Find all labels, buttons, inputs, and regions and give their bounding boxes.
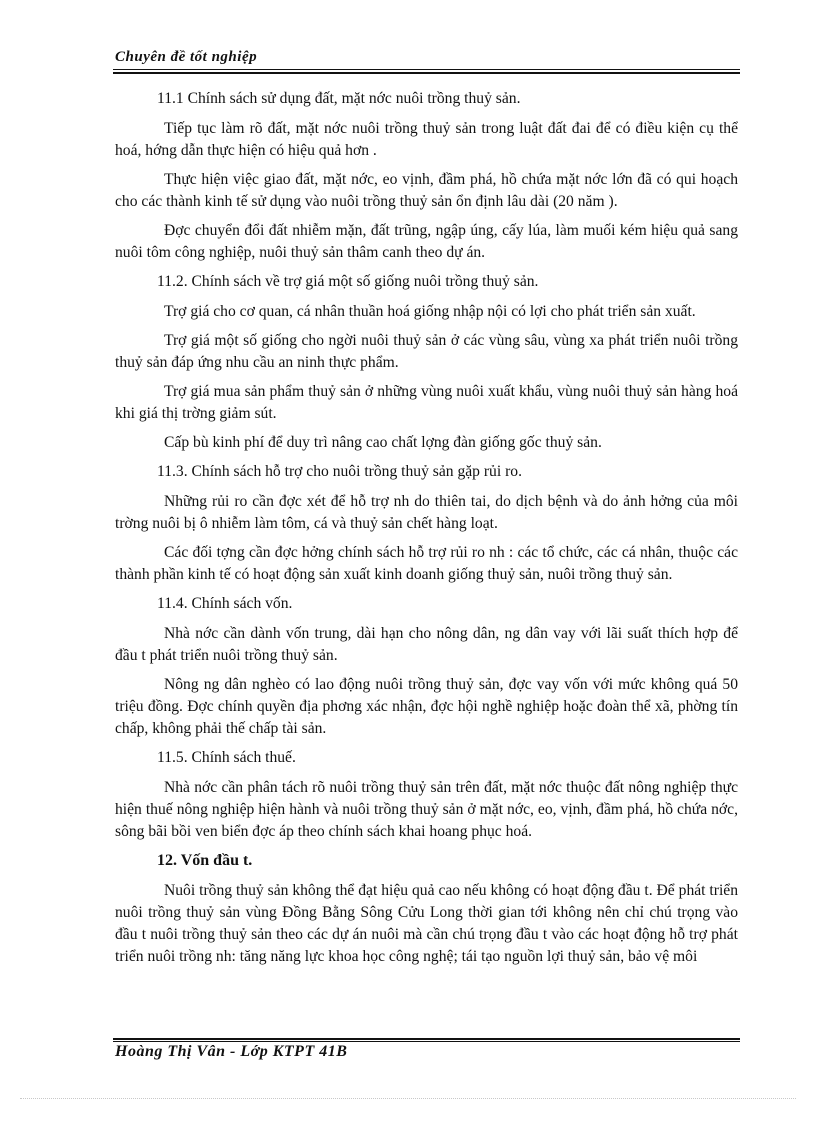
paragraph: Tiếp tục làm rõ đất, mặt nớc nuôi trồng thuỷ sản trong luật đất đai để có điều kiện cụ thể hoá, hớng dẫn thực hiện có hiệu quả hơn .	[115, 120, 738, 159]
footer-rule-thin	[113, 1041, 740, 1042]
heading-11-3: 11.3. Chính sách hỗ trợ cho nuôi trồng thuỷ sản gặp rủi ro.	[157, 463, 522, 480]
paragraph: Các đối tợng cần đợc hởng chính sách hỗ trợ rủi ro nh : các tổ chức, các cá nhân, thuộc các thành phần kinh tế có hoạt động sản xuất kinh doanh giống thuỷ sản, nuôi trồng thuỷ sản.	[115, 544, 738, 583]
paragraph: Nhà nớc cần dành vốn trung, dài hạn cho nông dân, ng dân vay với lãi suất thích hợp để đầu t phát triển nuôi trồng thuỷ sản.	[115, 625, 738, 664]
footer-rule-thick	[113, 1038, 740, 1040]
page-edge-divider	[20, 1098, 796, 1099]
heading-11-4: 11.4. Chính sách vốn.	[157, 595, 293, 612]
heading-11-1: 11.1 Chính sách sử dụng đất, mặt nớc nuôi trồng thuỷ sản.	[157, 90, 521, 107]
paragraph: Nhà nớc cần phân tách rõ nuôi trồng thuỷ sản trên đất, mặt nớc thuộc đất nông nghiệp thực hiện thuế nông nghiệp hiện hành và nuôi trồng thuỷ sản ở mặt nớc, eo, vịnh, đầm phá, hồ chứa nớc, sông bãi bồi ven biển đợc áp theo chính sách khai hoang phục hoá.	[115, 779, 738, 840]
paragraph: Trợ giá một số giống cho ngời nuôi thuỷ sản ở các vùng sâu, vùng xa phát triển nuôi trồng thuỷ sản đáp ứng nhu cầu an ninh thực phẩm.	[115, 332, 738, 371]
paragraph: Thực hiện việc giao đất, mặt nớc, eo vịnh, đầm phá, hồ chứa mặt nớc lớn đã có qui hoạch cho các thành kinh tế sử dụng vào nuôi trồng thuỷ sản ổn định lâu dài (20 năm ).	[115, 171, 738, 210]
heading-11-2: 11.2. Chính sách về trợ giá một số giống nuôi trồng thuỷ sản.	[157, 273, 539, 290]
paragraph: Đợc chuyển đổi đất nhiễm mặn, đất trũng, ngập úng, cấy lúa, làm muối kém hiệu quả sang nuôi tôm công nghiệp, nuôi thuỷ sản thâm canh theo dự án.	[115, 222, 738, 261]
paragraph: Trợ giá mua sản phẩm thuỷ sản ở những vùng nuôi xuất khẩu, vùng nuôi thuỷ sản hàng hoá khi giá thị trờng giảm sút.	[115, 383, 738, 422]
header-rule-thin	[113, 69, 740, 70]
heading-12: 12. Vốn đầu t.	[157, 852, 253, 869]
paragraph: Nuôi trồng thuỷ sản không thể đạt hiệu quả cao nếu không có hoạt động đầu t. Để phát triển nuôi trồng thuỷ sản vùng Đồng Bằng Sông Cửu Long thời gian tới không nên chỉ chú trọng vào đầu t nuôi trồng thuỷ sản theo các dự án nuôi mà cần chú trọng đầu t vào các hoạt động hỗ trợ phát triển nuôi trồng nh: tăng năng lực khoa học công nghệ; tái tạo nguồn lợi thuỷ sản, bảo vệ môi	[115, 882, 738, 965]
paragraph: Nông ng dân nghèo có lao động nuôi trồng thuỷ sản, đợc vay vốn với mức không quá 50 triệu đồng. Đợc chính quyền địa phơng xác nhận, đợc hội nghề nghiệp hoặc đoàn thể xã, phờng tín chấp, không phải thế chấp tài sản.	[115, 676, 738, 737]
body-text	[115, 88, 738, 975]
paragraph: Cấp bù kinh phí để duy trì nâng cao chất lợng đàn giống gốc thuỷ sản.	[164, 434, 602, 451]
footer-author: Hoàng Thị Vân - Lớp KTPT 41B	[115, 1043, 348, 1060]
heading-11-5: 11.5. Chính sách thuế.	[157, 749, 296, 766]
paragraph: Trợ giá cho cơ quan, cá nhân thuần hoá giống nhập nội có lợi cho phát triển sản xuất.	[164, 303, 696, 320]
paragraph: Những rủi ro cần đợc xét để hỗ trợ nh do thiên tai, do dịch bệnh và do ảnh hởng của môi trờng nuôi bị ô nhiễm làm tôm, cá và thuỷ sản chết hàng loạt.	[115, 493, 738, 532]
header-title: Chuyên đề tốt nghiệp	[115, 49, 258, 65]
header-rule-thick	[113, 72, 740, 74]
